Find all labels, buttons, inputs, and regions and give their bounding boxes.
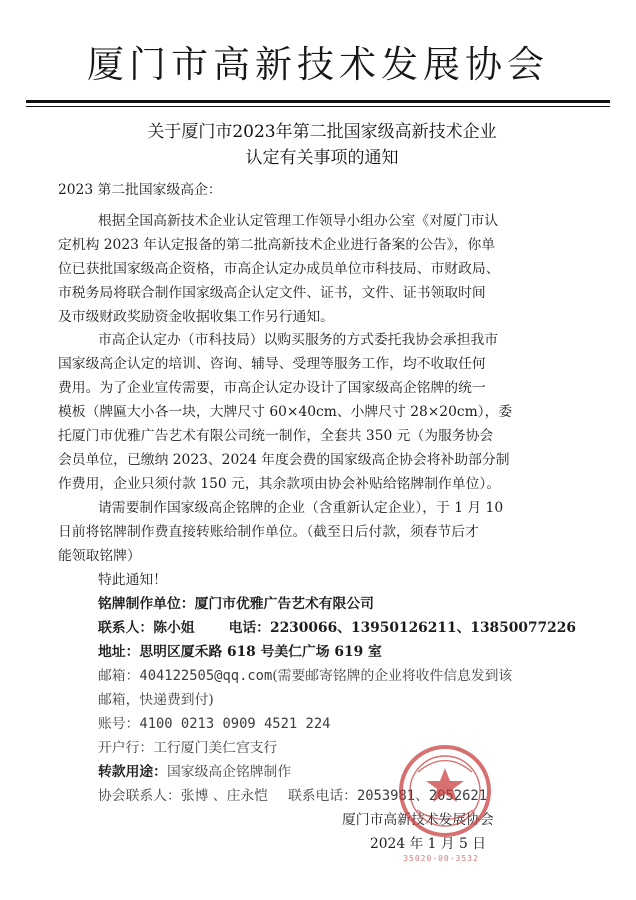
address-row (98, 640, 600, 664)
email-label: 邮箱： (98, 668, 140, 684)
plate-maker-row (98, 592, 600, 616)
official-seal-stamp (398, 744, 492, 838)
bank-row (98, 736, 600, 760)
transfer-purpose-row (98, 760, 600, 784)
email-note-line-2: 邮箱，快递费到付) (98, 692, 214, 708)
association-phone-label: 联系电话： (287, 788, 357, 804)
account-value: 4100 0213 0909 4521 224 (139, 716, 331, 732)
paragraph-1-line-4: 市税务局将联合制作国家级高企认定文件、证书，文件、证书领取时间 (58, 285, 486, 301)
address-label: 地址： (98, 644, 140, 660)
contact-value: 陈小姐 (153, 620, 195, 636)
contact-row (98, 616, 600, 640)
email-row (98, 664, 600, 688)
notice-title-line-1: 关于厦门市2023年第二批国家级高新技术企业 (147, 122, 497, 142)
paragraph-2-line-3: 费用。为了企业宣传需要，市高企认定办设计了国家级高企铭牌的统一 (58, 380, 486, 396)
bank-label: 开户行： (98, 740, 154, 756)
transfer-purpose-label: 转款用途： (98, 764, 167, 780)
notice-title-line-2: 认定有关事项的通知 (245, 148, 399, 168)
letterhead-thin-rule (26, 106, 610, 107)
signature-date: 2024 年 1 月 5 日 (370, 836, 486, 852)
paragraph-1-line-1: 根据全国高新技术企业认定管理工作领导小组办公室《对厦门市认 (98, 213, 499, 229)
paragraph-2-line-5: 托厦门市优雅广告艺术有限公司统一制作，全套共 350 元（为服务协会 (58, 428, 494, 444)
association-contact-value: 张博 、庄永恺 (180, 788, 268, 804)
paragraph-2-line-2: 国家级高企认定的培训、咨询、辅导、受理等服务工作，均不收取任何 (58, 356, 486, 372)
address-value: 思明区厦禾路 618 号美仁广场 619 室 (139, 644, 382, 660)
paragraph-3-line-2: 日前将铭牌制作费直接转账给制作单位。（截至日后付款，须春节后才 (58, 524, 479, 540)
association-contact-row (98, 784, 600, 808)
bank-value: 工行厦门美仁宫支行 (153, 740, 278, 756)
email-note: (需要邮寄铭牌的企业将收件信息发到该 (272, 668, 513, 684)
seal-serial-number: 35020·00·3532 (403, 854, 479, 863)
account-label: 账号： (98, 716, 140, 732)
paragraph-3-line-1: 请需要制作国家级高企铭牌的企业（含重新认定企业），于 1 月 10 (98, 500, 504, 516)
plate-maker-value: 厦门市优雅广告艺术有限公司 (194, 596, 374, 612)
phone-value: 2230066、13950126211、13850077226 (269, 620, 576, 636)
email-value: 404122505@qq.com (139, 668, 273, 684)
letterhead-thick-rule (26, 100, 610, 103)
paragraph-2-line-1: 市高企认定办（市科技局）以购买服务的方式委托我协会承担我市 (98, 332, 499, 348)
association-phone-value: 2053981、2052621 (356, 788, 488, 804)
contact-label: 联系人： (98, 620, 154, 636)
paragraph-1-line-5: 及市级财政奖励资金收据收集工作另行通知。 (58, 309, 334, 325)
paragraph-2-line-7: 作费用，企业只须付款 150 元，其余款项由协会补贴给铭牌制作单位）。 (58, 476, 501, 492)
special-notice: 特此通知！ (98, 572, 167, 588)
paragraph-3-line-3: 能领取铭牌） (58, 548, 141, 564)
paragraph-2-line-6: 会员单位，已缴纳 2023、2024 年度会费的国家级高企协会将补助部分制 (58, 452, 510, 468)
organization-letterhead: 厦门市高新技术发展协会 (87, 43, 549, 86)
signature-organization: 厦门市高新技术发展协会 (342, 812, 494, 828)
plate-maker-label: 铭牌制作单位： (98, 596, 195, 612)
paragraph-1-line-2: 定机构 2023 年认定报备的第二批高新技术企业进行备案的公告》，你单 (58, 237, 496, 253)
paragraph-1-line-3: 位已获批国家级高企资格，市高企认定办成员单位市科技局、市财政局、 (58, 261, 500, 277)
transfer-purpose-value: 国家级高企铭牌制作 (166, 764, 292, 780)
association-contact-label: 协会联系人： (98, 788, 181, 804)
phone-label: 电话： (228, 620, 270, 636)
salutation: 2023 第二批国家级高企： (58, 182, 222, 198)
paragraph-2-line-4: 模板（牌匾大小各一块，大牌尺寸 60×40cm、小牌尺寸 28×20cm），委 (58, 404, 513, 420)
account-row (98, 712, 600, 736)
